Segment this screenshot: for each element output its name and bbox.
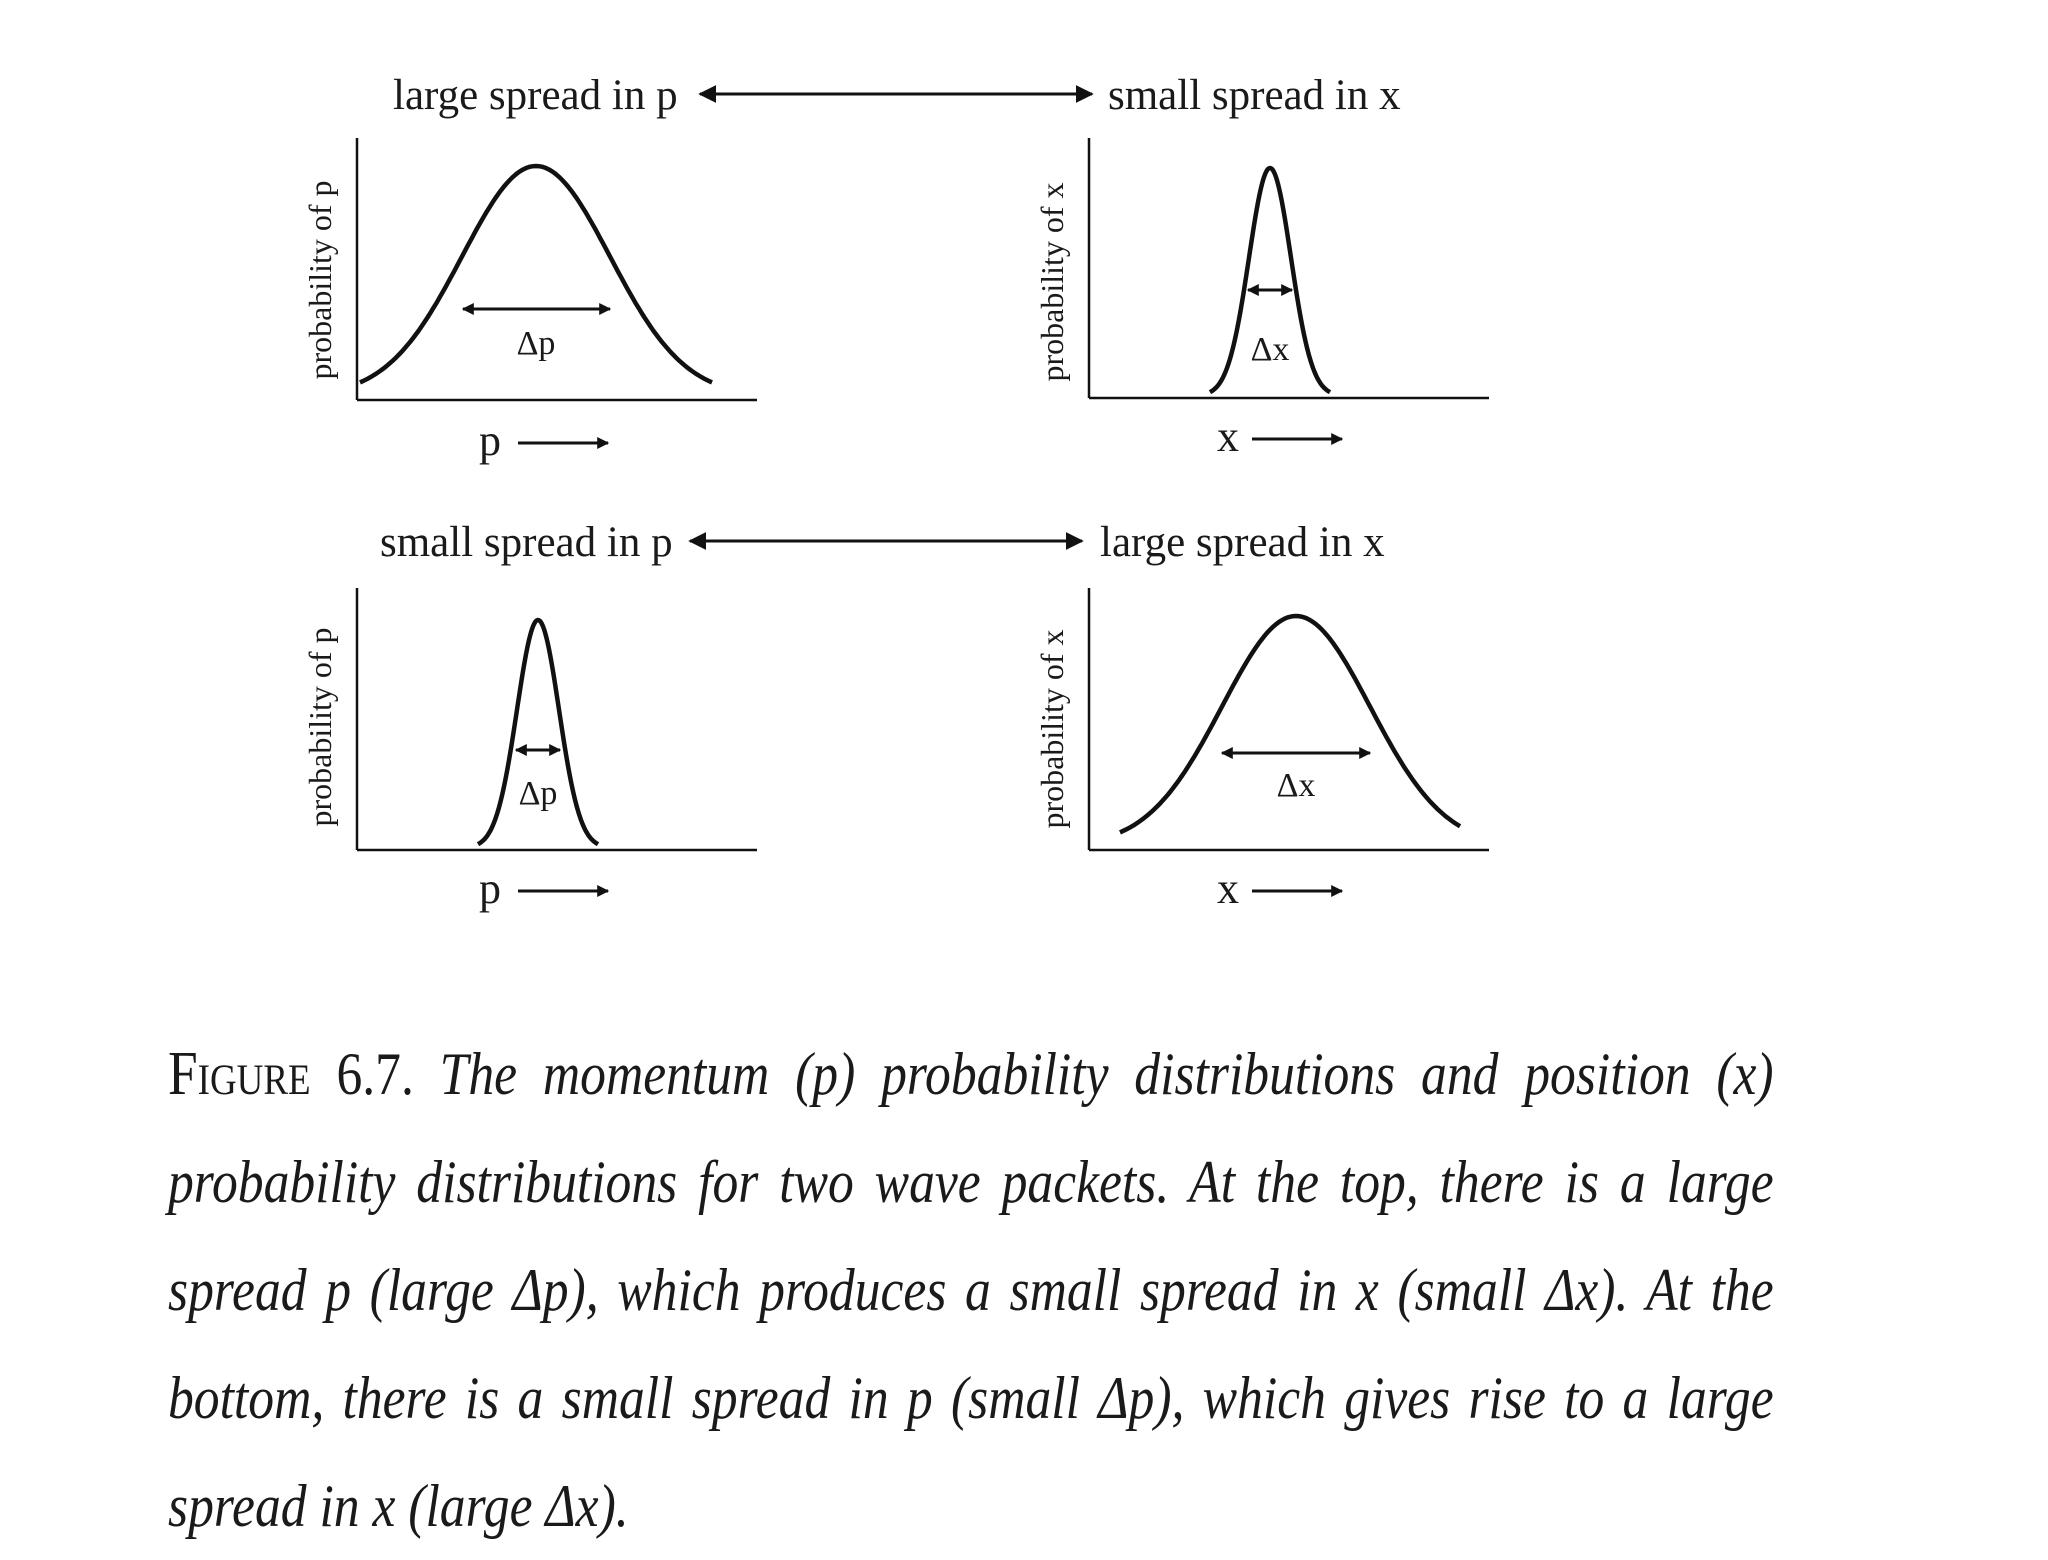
panel-bottom-left — [302, 588, 757, 913]
xlabel-x: x — [1217, 412, 1239, 461]
delta-x-label: Δx — [1276, 767, 1316, 804]
top-left-spread-label: large spread in p — [393, 72, 678, 119]
xlabel-p: p — [479, 416, 501, 465]
delta-x-label: Δx — [1250, 331, 1290, 368]
caption-figure-number: 6.7. — [336, 1041, 414, 1107]
caption-text: The momentum (p) probability distributions and position (x) probability distributions for two wave packets. At the top, there is a large spread p (large Δp), which produces a small spread in x (small Δx). At the bottom, there is a small spread in p (small Δp), which gives rise to a large spread in x (large Δx). — [168, 1041, 1774, 1539]
panel-top-left — [302, 138, 757, 465]
ylabel-probability-of-x: probability of x — [1034, 629, 1070, 829]
figure-caption — [168, 1020, 1774, 1560]
caption-figure-label: Figure — [168, 1040, 311, 1108]
top-right-spread-label: small spread in x — [1108, 72, 1401, 119]
delta-p-label: Δp — [516, 325, 556, 362]
xlabel-p: p — [479, 864, 501, 913]
bottom-right-spread-label: large spread in x — [1100, 519, 1385, 566]
delta-p-label: Δp — [518, 775, 558, 812]
ylabel-probability-of-p: probability of p — [302, 180, 338, 380]
ylabel-probability-of-x: probability of x — [1034, 182, 1070, 382]
bottom-left-spread-label: small spread in p — [380, 519, 673, 566]
panel-top-right — [1034, 138, 1489, 461]
xlabel-x: x — [1217, 864, 1239, 913]
ylabel-probability-of-p: probability of p — [302, 627, 338, 827]
panel-bottom-right — [1034, 588, 1489, 913]
